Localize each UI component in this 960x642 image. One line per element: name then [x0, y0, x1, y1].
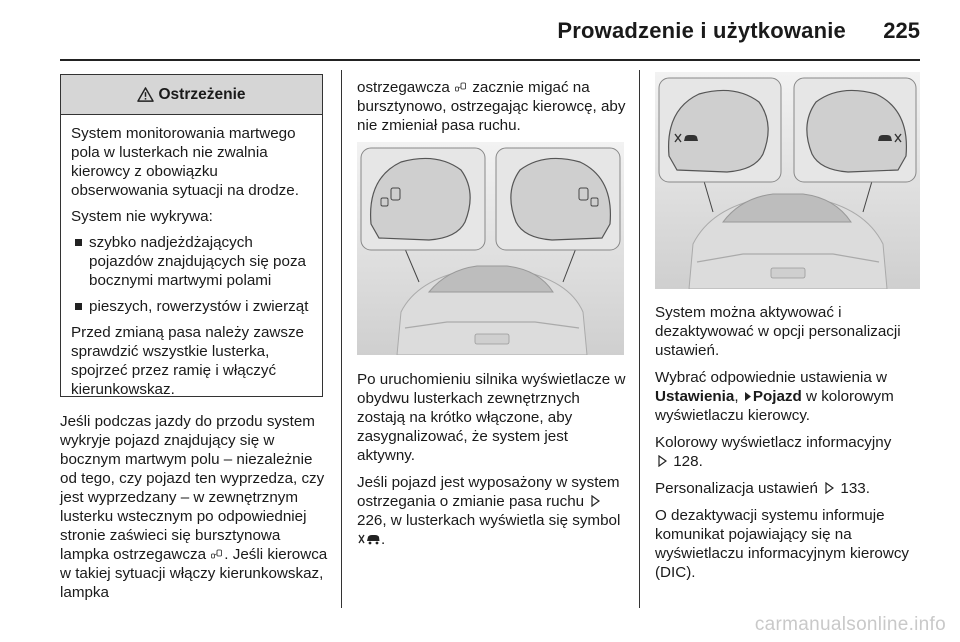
lane-change-warning-icon [358, 533, 380, 545]
warning-body [61, 115, 322, 399]
page-number: 225 [883, 18, 920, 43]
page-header-title: Prowadzenie i użytkowanie [557, 18, 846, 43]
menu-setting-label: Ustawienia [655, 388, 735, 405]
list-item: szybko nadjeżdżających pojazdów znajdujących się poza bocznymi martwymi polami [71, 233, 314, 290]
warning-triangle-icon [137, 87, 154, 102]
body-paragraph: Jeśli podczas jazdy do przodu system wykryje pojazd znajdujący się w bocznym martwym polu – niezależnie od tego, czy pojazd ten wyprzedza, czy jest wyprzedzany – w zewnętrznym lusterku wstecznym po odpowiedniej stronie zaświeci się bursztynowa lampka ostrzegawcza . Jeśli kierowca w takiej sytuacji włączy kierunkowskaz, lampka [60, 413, 328, 601]
column-1-text [60, 412, 328, 610]
warning-paragraph: System nie wykrywa: [71, 208, 213, 225]
mirror-illustration-svg [357, 142, 624, 355]
body-paragraph: Jeśli pojazd jest wyposażony w system ostrzegania o zmianie pasa ruchu 226, w lusterkach wyświetla się symbol . [357, 474, 621, 548]
list-item: pieszych, rowerzystów i zwierząt [71, 297, 314, 316]
blind-spot-warning-icon [211, 549, 223, 560]
page-reference-icon [824, 482, 834, 494]
menu-setting-label: Pojazd [752, 388, 802, 405]
body-paragraph: Po uruchomieniu silnika wyświetlacze w obydwu lusterkach zewnętrznych zostają na krótko włączone, aby zasygnalizować, że system jest aktywny. [357, 371, 626, 464]
body-paragraph: System można aktywować i dezaktywować w opcji personalizacji ustawień. [655, 304, 901, 359]
warning-title: Ostrzeżenie [158, 85, 246, 103]
warning-list [71, 233, 314, 316]
blind-spot-warning-icon [455, 82, 467, 93]
page-reference-icon [590, 495, 600, 507]
bullet-icon [75, 303, 82, 310]
column-3-text [655, 303, 930, 590]
lane-change-mirror-illustration [655, 72, 920, 289]
bullet-icon [75, 239, 82, 246]
body-paragraph: O dezaktywacji systemu informuje komunikat pojawiający się na wyświetlaczu informacyjnym kierowcy (DIC). [655, 507, 910, 581]
watermark: carmanualsonline.info [754, 614, 946, 635]
menu-arrow-icon [744, 391, 752, 402]
column-2-bottom-text [357, 370, 627, 557]
column-divider-2 [639, 70, 640, 608]
header-rule [60, 59, 920, 61]
warning-paragraph: Przed zmianą pasa należy zawsze sprawdzić wszystkie lusterka, spojrzeć przez ramię i włączyć kierunkowskaz. [71, 324, 304, 398]
column-2-top-text [357, 78, 627, 143]
page-reference-icon [657, 455, 667, 467]
warning-box [60, 74, 323, 397]
body-paragraph: Wybrać odpowiednie ustawienia w Ustawienia, Pojazd w kolorowym wyświetlaczu kierowcy. [655, 369, 894, 424]
body-paragraph: Kolorowy wyświetlacz informacyjny 128. [655, 434, 892, 470]
warning-paragraph: System monitorowania martwego pola w lusterkach nie zwalnia kierowcy z obowiązku obserwowania sytuacji na drodze. [71, 125, 299, 199]
body-paragraph: ostrzegawcza zacznie migać na bursztynowo, ostrzegając kierowcę, aby nie zmieniał pasa ruchu. [357, 79, 626, 134]
column-divider-1 [341, 70, 342, 608]
lane-change-illustration-svg [655, 72, 920, 289]
body-paragraph: Personalizacja ustawień 133. [655, 480, 870, 497]
warning-header [61, 75, 322, 115]
mirror-display-illustration [357, 142, 624, 355]
